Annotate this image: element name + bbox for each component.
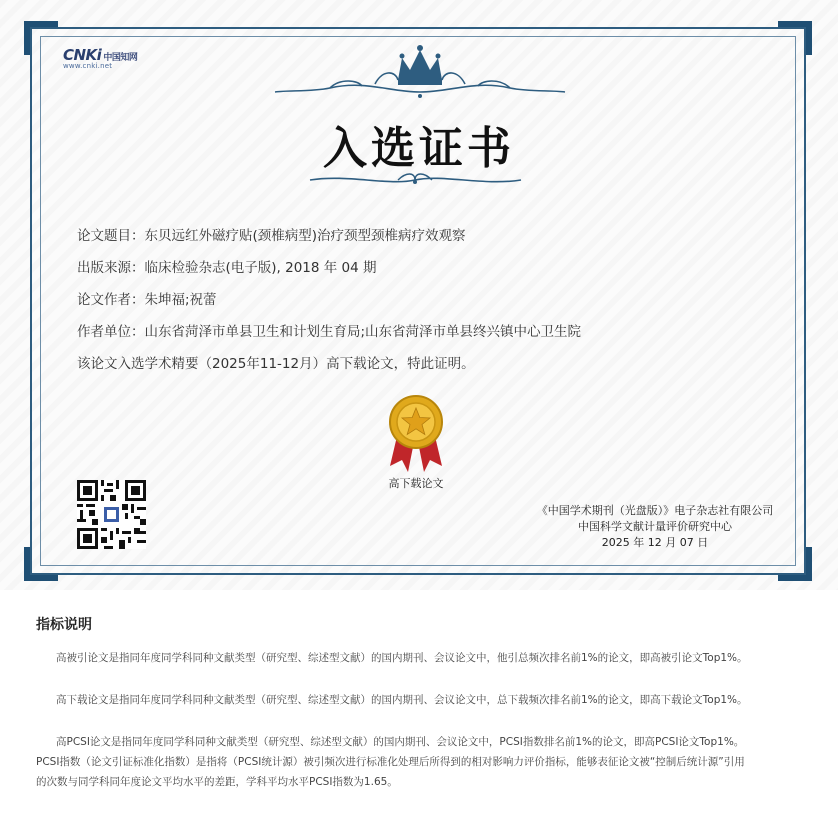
indicator-notes [36,614,806,792]
field-source: 出版来源：临床检验杂志(电子版), 2018 年 04 期 [77,260,377,276]
paper-authors: 朱坤福;祝蕾 [144,292,217,308]
cnki-logo[interactable] [63,46,137,70]
note-high-pcsi: 高PCSI论文是指同年度同学科同种文献类型（研究型、综述型文献）的国内期刊、会议论文中，PCSI指数排名前1%的论文，即高PCSI论文Top1%。 [56,736,745,748]
field-affiliation: 作者单位：山东省菏泽市单县卫生和计划生育局;山东省菏泽市单县终兴镇中心卫生院 [77,324,582,340]
author-affiliation: 山东省菏泽市单县卫生和计划生育局;山东省菏泽市单县终兴镇中心卫生院 [144,324,582,340]
corner-ornament-bottom-left [24,547,58,581]
gold-medal-icon [384,392,448,476]
logo-cn: 中国知网 [103,53,138,63]
logo-url: www.cnki.net [63,62,113,70]
notes-title: 指标说明 [36,617,92,633]
issuer-center: 中国科学文献计量评价研究中心 [578,520,732,533]
crown-flourish-icon [270,40,570,100]
publication-source: 临床检验杂志(电子版), 2018 年 04 期 [144,260,377,276]
note-high-cited: 高被引论文是指同年度同学科同种文献类型（研究型、综述型文献）的国内期刊、会议论文中，他引总频次排名前1%的论文，即高被引论文Top1%。 [56,652,748,664]
corner-ornament-top-left [24,21,58,55]
qr-code[interactable] [77,480,146,549]
logo-mark: CNKi [63,46,102,64]
medal-label: 高下载论文 [388,477,444,490]
note-pcsi-definition: PCSI指数（论文引证标准化指数）是指将（PCSI统计源）被引频次进行标准化处理后所得到的相对影响力评价指标，能够表征论文被“控制后统计源”引用 的次数与同学科同年度论文平均水平的差距，学科平均水平PCSI指数为1.65。 [36,756,745,788]
certification-statement: 该论文入选学术精要（2025年11-12月）高下载论文，特此证明。 [77,356,475,372]
corner-ornament-bottom-right [778,547,812,581]
title-underline-flourish-icon [308,170,523,190]
certificate-fields [77,227,581,387]
issue-date: 2025 年 12 月 07 日 [601,536,709,549]
field-authors: 论文作者：朱坤福;祝蕾 [77,292,217,308]
corner-ornament-top-right [778,21,812,55]
issuer-block [490,503,820,551]
issuer-company: 《中国学术期刊（光盘版）》电子杂志社有限公司 [536,504,774,517]
certificate-title: 入选证书 [323,123,515,174]
paper-title: 东贝远红外磁疗贴(颈椎病型)治疗颈型颈椎病疗效观察 [144,228,466,244]
note-high-download: 高下载论文是指同年度同学科同种文献类型（研究型、综述型文献）的国内期刊、会议论文中，总下载频次排名前1%的论文，即高下载论文Top1%。 [56,694,748,706]
field-title: 论文题目：东贝远红外磁疗贴(颈椎病型)治疗颈型颈椎病疗效观察 [77,228,466,244]
